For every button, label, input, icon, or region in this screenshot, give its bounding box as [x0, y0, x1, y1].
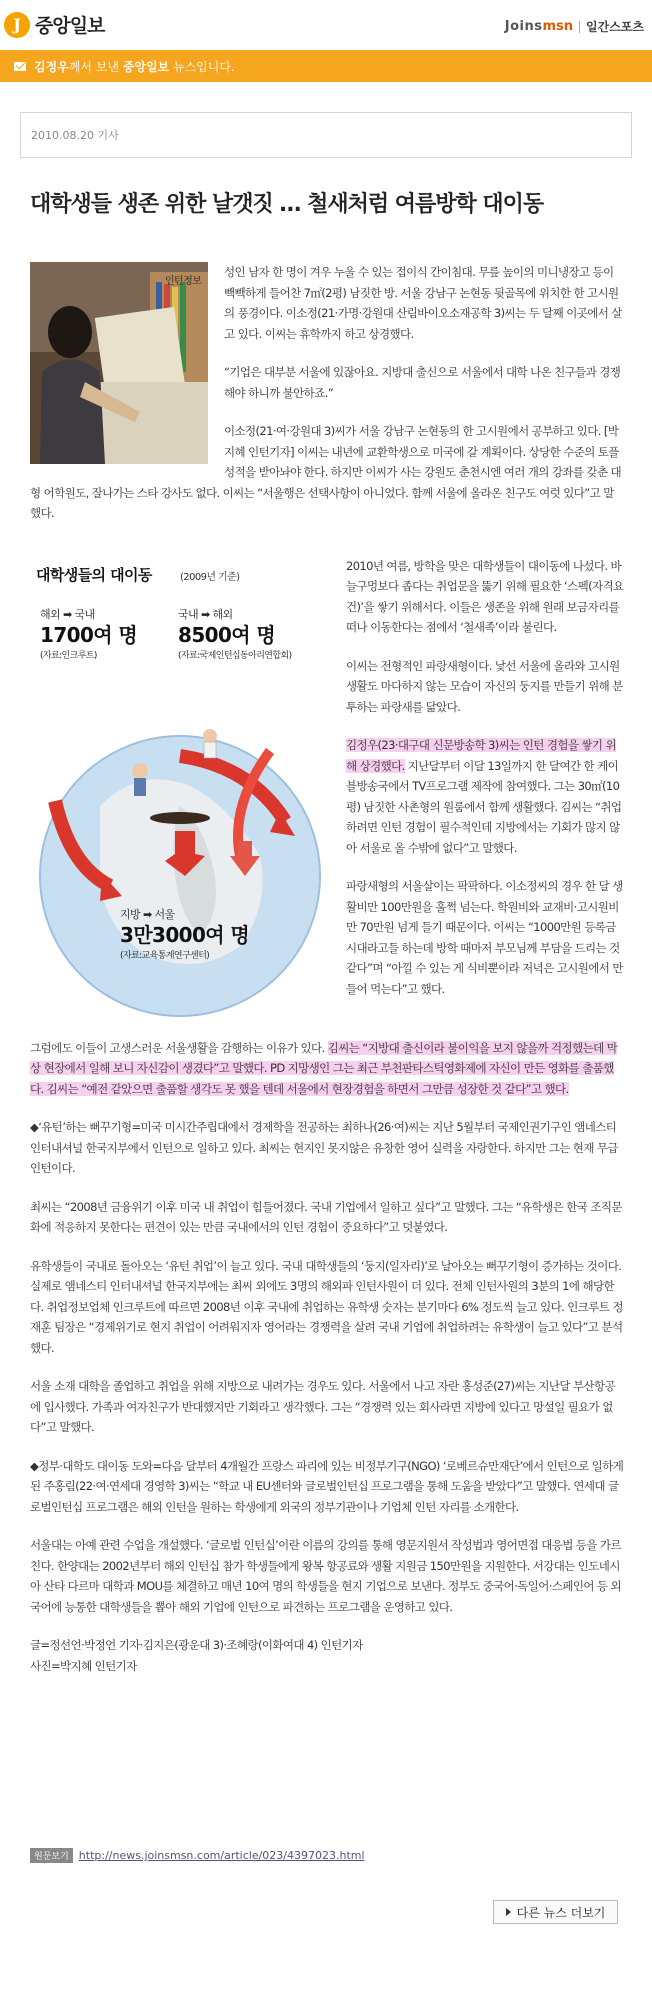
- paragraph: [30, 1038, 624, 1100]
- photo-caption: 이소정(21·여·강원대 3)씨가 서울 강남구 논현동의 한 고시원에서 공부하고 있다. [박지혜 인턴기자]: [224, 424, 619, 459]
- article-photo: [30, 262, 208, 464]
- bottom-value: 3만3000여 명: [120, 922, 250, 947]
- paragraph: 파랑새형의 서울살이는 팍팍하다. 이소정씨의 경우 한 달 생활비만 100만원을 훌쩍 넘는다. 학원비와 교재비·고시원비만 70만원 넘게 들기 때문이다. 이씨는 “1000만원 등록금 시대라고들 하는데 방학 때마저 부모님께 부담을 드리는 것 같다”며 “아낄 수 있는 게 식비뿐이라 저녁은 고시원에서 만들어 먹는다”고 했다.: [346, 879, 623, 996]
- paper-name: 중앙일보: [122, 59, 170, 74]
- sender-message: [34, 58, 235, 75]
- more-news-label: 다른 뉴스 더보기: [516, 1905, 606, 1920]
- infographic-subtitle: (2009년 기준): [180, 571, 240, 583]
- paragraph-text: 그럼에도 이들이 고생스러운 서울생활을 감행하는 이유가 있다.: [30, 1040, 328, 1055]
- paragraph: 이씨는 전형적인 파랑새형이다. 낯선 서울에 올라와 고시원 생활도 마다하지 않는 모습이 자신의 둥지를 만들기 위해 분투하는 파랑새를 닮았다.: [346, 658, 623, 714]
- play-arrow-icon: [506, 1908, 511, 1916]
- joins-logo[interactable]: Joins: [504, 19, 543, 34]
- joongang-logo[interactable]: [4, 11, 104, 38]
- sender-banner: [0, 50, 652, 82]
- partner-logos: [505, 18, 644, 35]
- more-news-button[interactable]: [493, 1900, 618, 1924]
- highlight-text: 김씨는 “지방대 출신이라 불이익을 보지 않을까 걱정했는데 막상 현장에서 일해 보니 자신감이 생겼다”고 말했다. PD 지망생인 그는 최근 부천판타스틱영화제에 자신이 만든 영화를 출품했다. 김씨는 “예전 같았으면 출품할 생각도 못 했을 텐데 서울에서 현장경험을 하면서 그만큼 성장한 것 같다”고 했다.: [30, 1040, 618, 1096]
- msn-logo[interactable]: msn: [542, 19, 574, 34]
- sender-end: 뉴스입니다.: [169, 59, 235, 74]
- paragraph: ◆‘유턴’하는 뻐꾸기형=미국 미시간주립대에서 경제학을 전공하는 최하나(26·여)씨는 지난 5월부터 국제인권기구인 앰네스티 인터내셔널 한국지부에서 인턴으로 일하고 있다. 최씨는 현지인 못지않은 유창한 영어 실력을 자랑한다. 하지만 그는 현재 무급 인턴이다.: [30, 1120, 618, 1175]
- paragraph: “기업은 대부분 서울에 있잖아요. 지방대 출신으로 서울에서 대학 나온 친구들과 경쟁해야 하니까 불안하죠.”: [224, 365, 621, 400]
- source-badge: 원문보기: [30, 1848, 73, 1863]
- paragraph: 유학생들이 국내로 돌아오는 ‘유턴 취업’이 늘고 있다. 국내 대학생들의 ‘둥지(일자리)’로 날아오는 뻐꾸기형이 증가하는 것이다. 실제로 앰네스티 인터내셔널 한국지부에는 최씨 외에도 3명의 해외파 인턴사원이 더 있다. 전체 인턴사원의 3분의 1에 해당한다. 취업정보업체 인크루트에 따르면 2008년 이후 국내에 취업하는 유학생 숫자는 분기마다 6% 정도씩 늘고 있다. 인크루트 정재훈 팀장은 “경제위기로 현지 취업이 어려워지자 영어라는 경쟁력을 살려 국내 기업에 취업하려는 유학생이 늘고 있다”고 분석했다.: [30, 1258, 623, 1355]
- sender-name: 김정우: [34, 59, 69, 74]
- source-line: [30, 1848, 365, 1863]
- right-source: (자료:국제인턴십동아리연합회): [178, 650, 292, 661]
- paragraph: 최씨는 “2008년 금융위기 이후 미국 내 취업이 힘들어졌다. 국내 기업에서 일하고 싶다”고 말했다. 그는 “유학생은 한국 조직문화에 적응하지 못한다는 편견이 있는 만큼 국내에서의 인턴 경험이 중요하다”고 덧붙였다.: [30, 1199, 622, 1234]
- paragraph: 2010년 여름, 방학을 맞은 대학생들이 대이동에 나섰다. 바늘구멍보다 좁다는 취업문을 뚫기 위해 필요한 ‘스펙(자격요건)’을 쌓기 위해서다. 이들은 생존을 위해 원래 보금자리를 떠나 이동한다는 점에서 ‘철새족’이라 불린다.: [346, 558, 624, 634]
- mail-icon: [14, 62, 26, 71]
- right-value: 8500여 명: [178, 622, 276, 647]
- article-title: 대학생들 생존 위한 날갯짓 … 철새처럼 여름방학 대이동: [30, 192, 544, 217]
- bottom-source: (자료:교육통계연구센터): [120, 950, 210, 961]
- left-value: 1700여 명: [40, 622, 138, 647]
- paragraph-text: 지난달부터 이달 13일까지 한 달여간 한 케이블방송국에서 TV프로그램 제작에 참여했다. 그는 30㎡(10평) 남짓한 사촌형의 원룸에서 함께 생활했다. 김씨는 “취업하려면 인턴 경험이 필수적인데 지방에서는 기회가 많지 않아 서울로 올 수밖에 없다”고 말했다.: [346, 758, 622, 855]
- paragraph: 성인 남자 한 명이 겨우 누울 수 있는 접이식 간이침대. 무릎 높이의 미니냉장고 등이 빽빽하게 들어찬 7㎡(2평) 남짓한 방. 서울 강남구 논현동 뒷골목에 위치한 한 고시원의 풍경이다. 이소정(21·가명·강원대 산림바이오소재공학 3)씨는 두 달째 이곳에서 살고 있다. 이씨는 휴학까지 하고 상경했다.: [224, 265, 622, 341]
- infographic-title: 대학생들의 대이동: [36, 565, 152, 584]
- logo-mark: J: [4, 12, 30, 38]
- right-label: 국내 ➡ 해외: [178, 607, 233, 621]
- paragraph-text: 이씨는 내년에 교환학생으로 미국에 갈 계획이다. 상당한 수준의 토플 성적을 받아놔야 한다. 하지만 이씨가 사는 강원도 춘천시엔 여러 개의 강좌를 갖춘 대형 어학원도, 잘나가는 스타 강사도 없다. 이씨는 “서울행은 선택사항이 아니었다. 함께 서울에 올라온 친구도 여럿 있다”고 말했다.: [30, 444, 622, 520]
- article-date-box: [20, 112, 632, 158]
- logo-name: 중앙일보: [35, 15, 105, 37]
- divider: [579, 21, 580, 33]
- source-link[interactable]: http://news.joinsmsn.com/article/023/4397023.html: [78, 1849, 365, 1862]
- highlight-text: 김정우(23·대구대 신문방송학 3)씨는 인턴 경험을 쌓기 위해 상경했다.: [346, 738, 616, 773]
- left-label: 해외 ➡ 국내: [40, 607, 95, 621]
- paragraph: 서울 소재 대학을 졸업하고 취업을 위해 지방으로 내려가는 경우도 있다. 서울에서 나고 자란 홍성준(27)씨는 지난달 부산항공에 입사했다. 가족과 여자친구가 반대했지만 기회라고 생각했다. 그는 “경쟁력 있는 회사라면 지방에 있다고 망설일 필요가 없다”고 말했다.: [30, 1379, 616, 1434]
- infographic: [30, 556, 330, 1028]
- byline-photo: 사진=박지혜 인턴기자: [30, 1658, 137, 1673]
- sender-middle: 께서 보낸: [68, 59, 123, 74]
- article-body: [30, 262, 624, 1676]
- byline-text: 글=정선언·박정언 기자·김지은(광운대 3)·조혜랑(이화여대 4) 인턴기자: [30, 1638, 363, 1652]
- left-source: (자료:인크루트): [40, 650, 97, 661]
- article-date: 2010.08.20 기사: [31, 129, 119, 142]
- header: [0, 0, 652, 50]
- paragraph: 서울대는 아예 관련 수업을 개설했다. ‘글로벌 인턴십’이란 이름의 강의를 통해 영문지원서 작성법과 영어면접 대응법 등을 가르친다. 한양대는 2002년부터 해외 인턴십 참가 학생들에게 왕복 항공료와 생활 지원금 150만원을 지원한다. 서강대는 인도네시아 산타 다르마 대학과 MOU를 체결하고 매년 10여 명의 학생들을 현지 기업으로 보낸다. 정부도 중국어·독일어·스페인어 등 외국어에 능통한 대학생들을 뽑아 해외 기업에 인턴으로 파견하는 프로그램을 운영하고 있다.: [30, 1538, 621, 1614]
- bottom-label: 지방 ➡ 서울: [120, 907, 175, 921]
- paragraph: ◆정부·대학도 대이동 도와=다음 달부터 4개월간 프랑스 파리에 있는 비정부기구(NGO) ‘로베르슈만재단’에서 인턴으로 일하게 된 주홍림(22·여·연세대 경영학 3)씨는 “학교 내 EU센터와 글로벌인턴십 프로그램을 통해 도움을 받았다”고 말했다. 연세대 글로벌인턴십 프로그램은 해외 인턴을 원하는 학생에게 외국의 정부기관이나 기업체 인턴 자리를 소개한다.: [30, 1458, 624, 1514]
- photo-label: 인턴정보: [165, 276, 202, 287]
- ilgan-sports-logo[interactable]: 일간스포츠: [586, 20, 644, 34]
